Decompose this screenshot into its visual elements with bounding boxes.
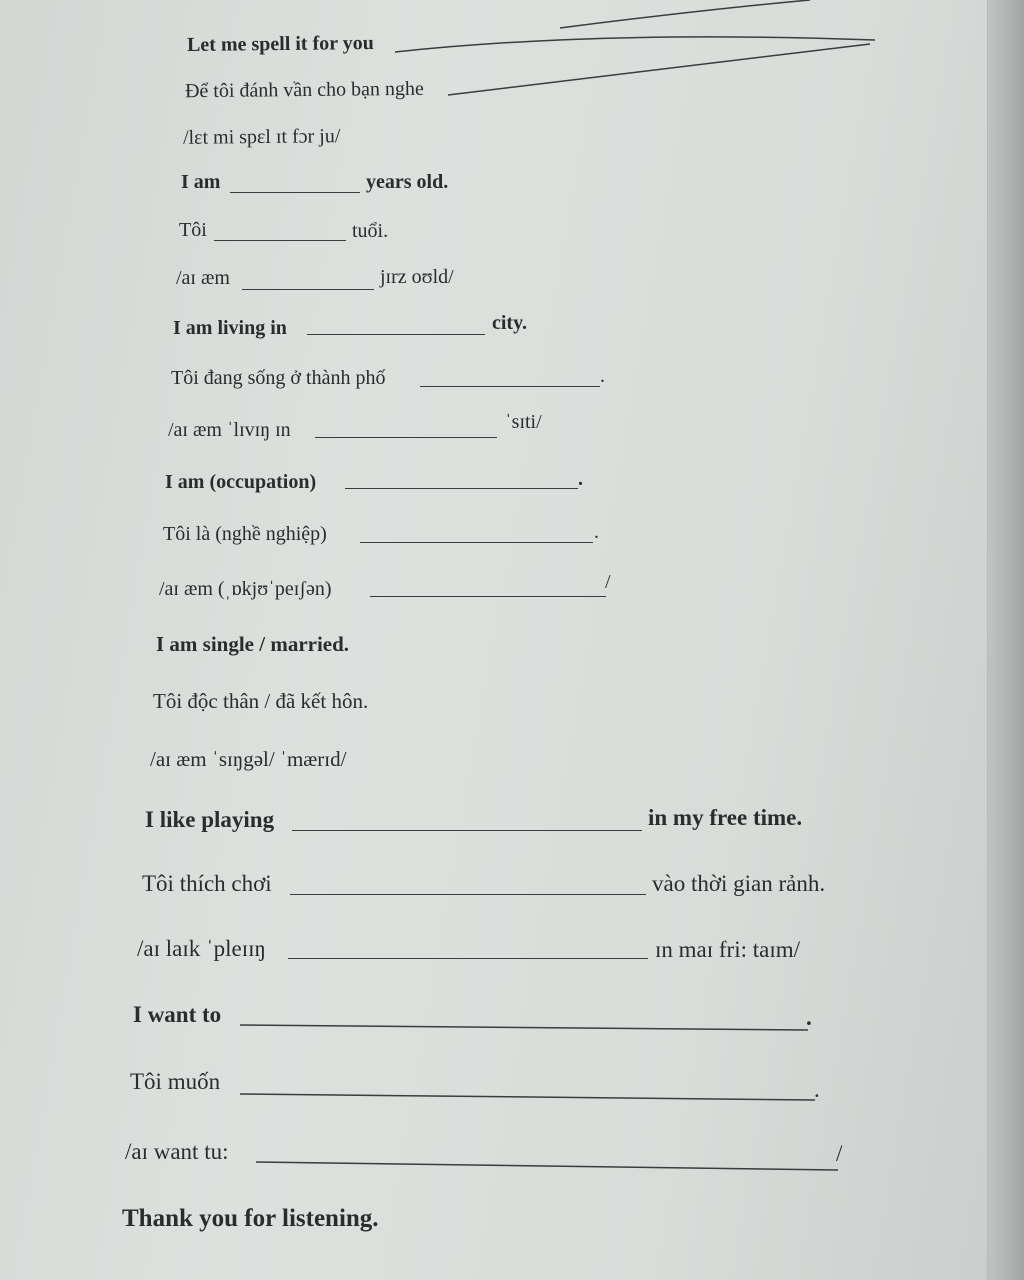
- fill-blank: [370, 596, 606, 597]
- fill-blank: [290, 894, 646, 895]
- phrase-en: Let me spell it for you: [186, 32, 374, 56]
- phrase-vi-suffix: tuổi.: [352, 220, 389, 242]
- phrase-ipa: /aɪ æm: [176, 267, 230, 289]
- phrase-vi: Tôi: [179, 219, 207, 241]
- phrase-en: I want to: [133, 1002, 222, 1027]
- phrase-ipa-suffix: ɪn maɪ fri: taɪm/: [655, 937, 800, 962]
- fill-blank: [360, 542, 593, 543]
- fill-blank: [315, 437, 497, 438]
- phrase-ipa: /aɪ æm ˈlɪvɪŋ ɪn: [168, 419, 291, 441]
- fill-blank: [230, 192, 360, 193]
- phrase-vi: Tôi độc thân / đã kết hôn.: [153, 689, 369, 713]
- phrase-vi: Tôi đang sống ở thành phố: [171, 367, 386, 389]
- phrase-vi-suffix: .: [814, 1077, 820, 1102]
- fill-blank: [292, 830, 642, 831]
- phrase-en: I am (occupation): [165, 471, 317, 493]
- phrase-vi: Tôi là (nghề nghiệp): [163, 523, 327, 545]
- phrase-ipa: /aɪ want tu:: [125, 1139, 229, 1164]
- phrase-vi: Để tôi đánh vần cho bạn nghe: [184, 77, 424, 103]
- phrase-ipa-suffix: /: [836, 1141, 843, 1166]
- phrase-vi-suffix: vào thời gian rảnh.: [652, 871, 826, 896]
- fill-blank: [0, 1080, 1024, 1110]
- phrase-en: I like playing: [145, 807, 275, 832]
- phrase-ipa-suffix: /: [605, 571, 611, 593]
- fill-blank: [214, 240, 346, 241]
- closing-phrase: Thank you for listening.: [122, 1205, 379, 1232]
- phrase-en-suffix: .: [806, 1005, 812, 1030]
- phrase-ipa: /lɛt mi spɛl ɪt fɔr ju/: [182, 125, 341, 149]
- phrase-vi: Tôi muốn: [130, 1069, 221, 1094]
- fill-blank: [0, 1010, 1024, 1040]
- fill-blank: [307, 334, 485, 335]
- fill-blank: [420, 386, 600, 387]
- phrase-ipa-suffix: jɪrz oʊld/: [380, 266, 454, 288]
- fill-blank: [345, 488, 578, 489]
- phrase-en-suffix: city.: [492, 312, 527, 334]
- phrase-vi: Tôi thích chơi: [142, 871, 272, 896]
- phrase-ipa: /aɪ æm ˈsɪŋgəl/ ˈmærɪd/: [150, 747, 347, 771]
- phrase-en-suffix: .: [578, 468, 583, 490]
- phrase-en-suffix: years old.: [366, 171, 449, 193]
- phrase-en: I am: [181, 171, 221, 193]
- phrase-ipa: /aɪ laɪk ˈpleɪɪŋ: [137, 936, 266, 961]
- phrase-en-suffix: in my free time.: [648, 805, 803, 830]
- fill-blank: [288, 958, 648, 959]
- phrase-ipa-suffix: ˈsɪti/: [505, 411, 542, 433]
- fill-blank: [0, 1150, 1024, 1180]
- phrase-en: I am single / married.: [156, 632, 350, 656]
- phrase-vi-suffix: .: [594, 521, 599, 543]
- phrase-ipa: /aɪ æm (ˌɒkjʊˈpeɪʃən): [159, 578, 332, 600]
- phrase-vi-suffix: .: [600, 365, 605, 387]
- fill-blank: [242, 289, 374, 290]
- top-decorative-line: [0, 0, 1024, 100]
- phrase-en: I am living in: [173, 317, 287, 339]
